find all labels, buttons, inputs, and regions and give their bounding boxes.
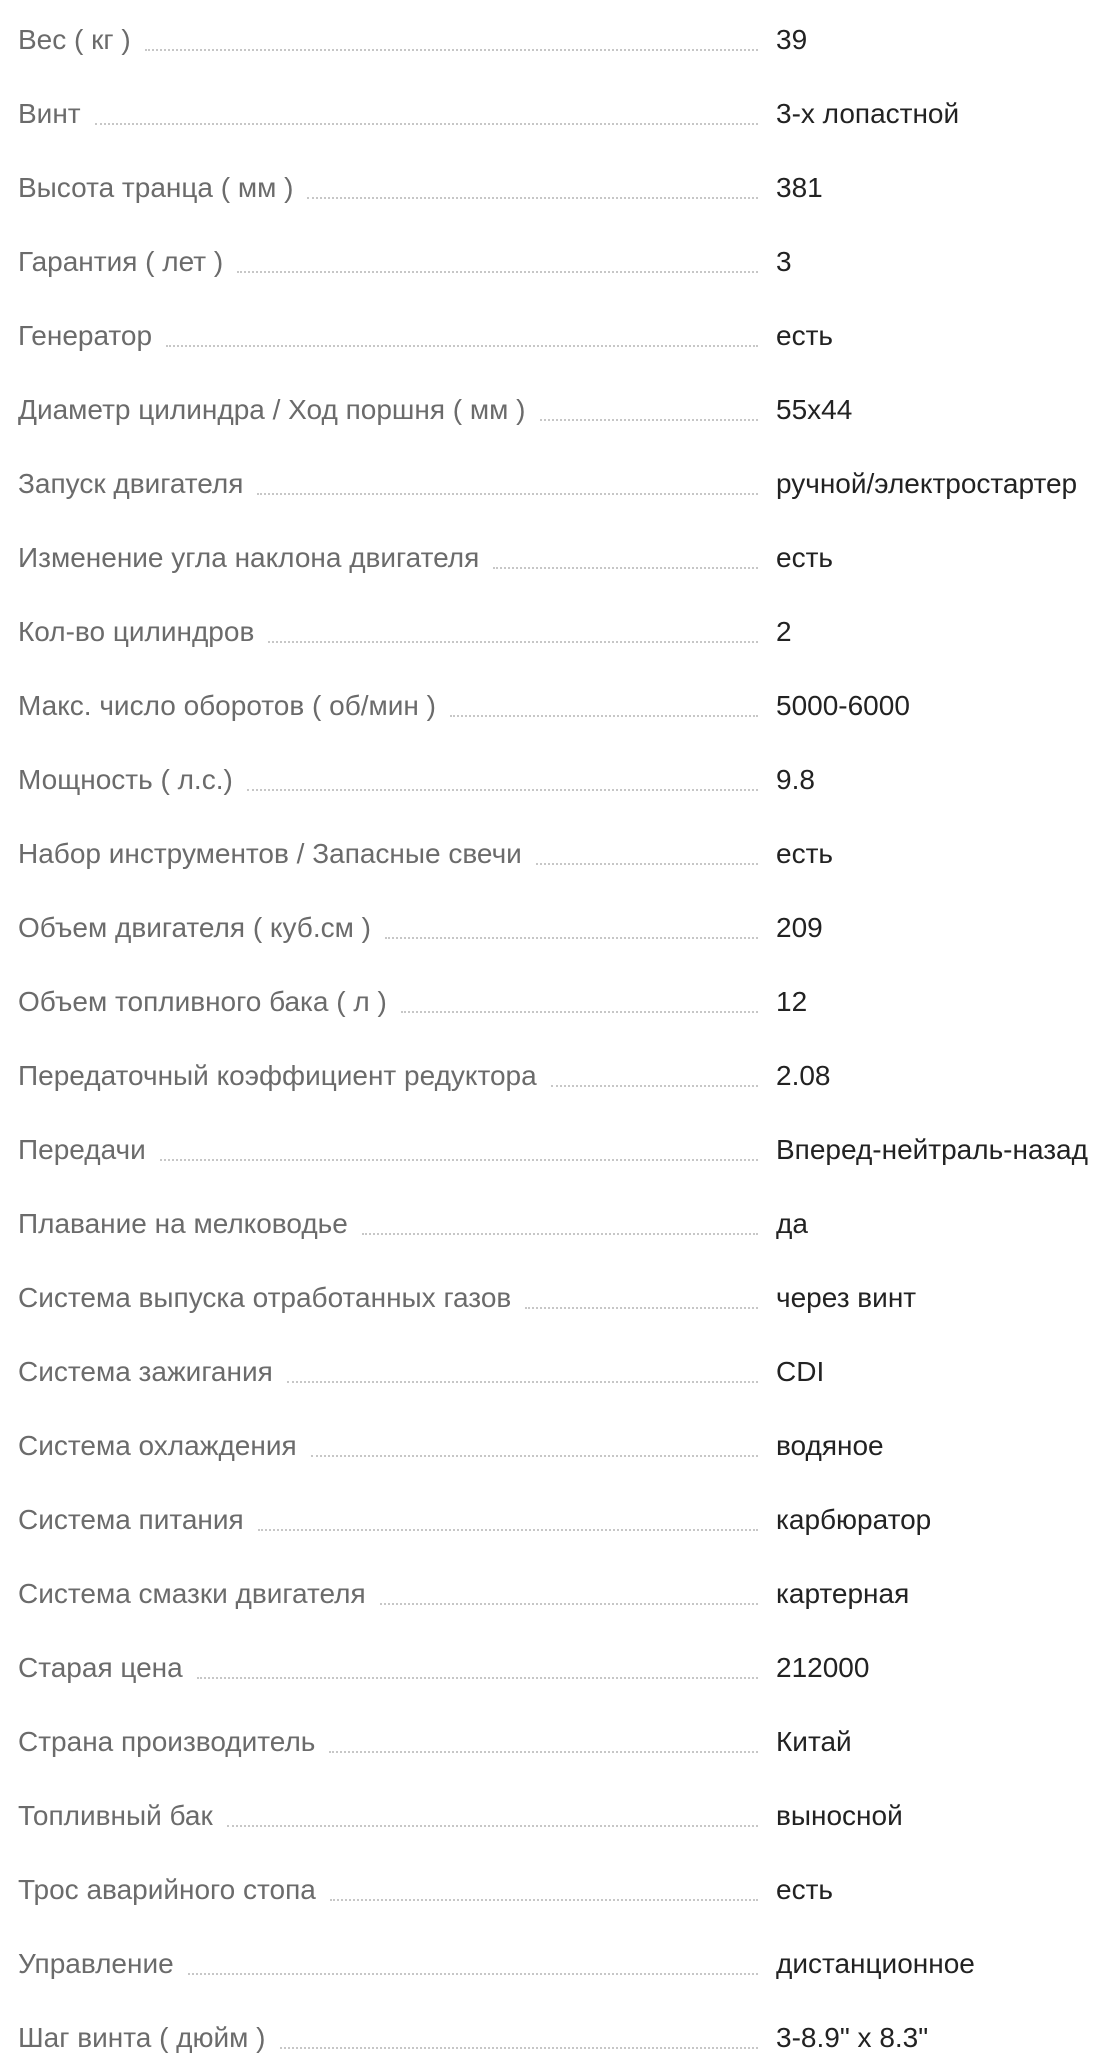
spec-label: Кол-во цилиндров <box>18 616 255 647</box>
spec-row <box>0 1423 1112 1463</box>
spec-row <box>0 1053 1112 1093</box>
dotted-leader <box>525 1307 758 1309</box>
dotted-leader <box>227 1825 758 1827</box>
dotted-leader <box>197 1677 758 1679</box>
dotted-leader <box>536 863 758 865</box>
spec-label: Шаг винта ( дюйм ) <box>18 2022 266 2053</box>
spec-label: Запуск двигателя <box>18 468 244 499</box>
spec-value: Китай <box>776 1726 852 1757</box>
spec-row <box>0 1349 1112 1389</box>
spec-row <box>0 313 1112 353</box>
dotted-leader <box>540 419 759 421</box>
dotted-leader <box>287 1381 758 1383</box>
spec-row <box>0 683 1112 723</box>
spec-row <box>0 165 1112 205</box>
spec-value: Вперед-нейтраль-назад <box>776 1134 1088 1165</box>
spec-label: Система охлаждения <box>18 1430 297 1461</box>
spec-row <box>0 239 1112 279</box>
spec-label: Мощность ( л.с.) <box>18 764 233 795</box>
spec-value: через винт <box>776 1282 917 1313</box>
dotted-leader <box>551 1085 758 1087</box>
spec-value: выносной <box>776 1800 903 1831</box>
dotted-leader <box>188 1973 758 1975</box>
dotted-leader <box>237 271 758 273</box>
spec-value: 209 <box>776 912 823 943</box>
spec-label: Топливный бак <box>18 1800 213 1831</box>
spec-row <box>0 905 1112 945</box>
spec-row <box>0 17 1112 57</box>
dotted-leader <box>307 197 758 199</box>
spec-label: Управление <box>18 1948 174 1979</box>
spec-value: 12 <box>776 986 808 1017</box>
spec-row <box>0 1793 1112 1833</box>
spec-row <box>0 535 1112 575</box>
spec-value: 3-х лопастной <box>776 98 960 129</box>
spec-label: Винт <box>18 98 81 129</box>
dotted-leader <box>311 1455 758 1457</box>
spec-label: Вес ( кг ) <box>18 24 131 55</box>
spec-label: Объем топливного бака ( л ) <box>18 986 387 1017</box>
dotted-leader <box>493 567 758 569</box>
spec-value: 2.08 <box>776 1060 831 1091</box>
dotted-leader <box>380 1603 758 1605</box>
dotted-leader <box>401 1011 758 1013</box>
spec-row <box>0 757 1112 797</box>
dotted-leader <box>95 123 758 125</box>
dotted-leader <box>280 2047 758 2049</box>
spec-label: Передаточный коэффициент редуктора <box>18 1060 537 1091</box>
dotted-leader <box>160 1159 758 1161</box>
spec-row <box>0 91 1112 131</box>
spec-label: Система зажигания <box>18 1356 273 1387</box>
spec-label: Объем двигателя ( куб.см ) <box>18 912 371 943</box>
spec-value: дистанционное <box>776 1948 975 1979</box>
spec-label: Гарантия ( лет ) <box>18 246 224 277</box>
spec-value: 9.8 <box>776 764 815 795</box>
dotted-leader <box>247 789 758 791</box>
spec-label: Диаметр цилиндра / Ход поршня ( мм ) <box>18 394 526 425</box>
spec-value: ручной/электростартер <box>776 468 1078 499</box>
spec-value: 55x44 <box>776 394 853 425</box>
dotted-leader <box>268 641 758 643</box>
spec-value: есть <box>776 542 833 573</box>
dotted-leader <box>362 1233 758 1235</box>
spec-label: Старая цена <box>18 1652 183 1683</box>
spec-value: 2 <box>776 616 792 647</box>
spec-value: картерная <box>776 1578 910 1609</box>
spec-value: есть <box>776 838 833 869</box>
dotted-leader <box>258 1529 758 1531</box>
spec-label: Страна производитель <box>18 1726 316 1757</box>
spec-label: Набор инструментов / Запасные свечи <box>18 838 522 869</box>
spec-row <box>0 387 1112 427</box>
spec-row <box>0 979 1112 1019</box>
spec-label: Макс. число оборотов ( об/мин ) <box>18 690 436 721</box>
spec-value: 3-8.9" x 8.3" <box>776 2022 929 2053</box>
spec-label: Трос аварийного стопа <box>18 1874 316 1905</box>
dotted-leader <box>330 1899 758 1901</box>
spec-label: Система смазки двигателя <box>18 1578 366 1609</box>
spec-row <box>0 461 1112 501</box>
spec-label: Генератор <box>18 320 153 351</box>
spec-label: Передачи <box>18 1134 146 1165</box>
spec-value: 39 <box>776 24 808 55</box>
spec-value: водяное <box>776 1430 884 1461</box>
spec-label: Высота транца ( мм ) <box>18 172 294 203</box>
spec-row <box>0 1201 1112 1241</box>
spec-row <box>0 1127 1112 1167</box>
spec-value: 212000 <box>776 1652 870 1683</box>
spec-value: 5000-6000 <box>776 690 910 721</box>
dotted-leader <box>385 937 758 939</box>
spec-value: карбюратор <box>776 1504 932 1535</box>
spec-row <box>0 1645 1112 1685</box>
spec-value: есть <box>776 320 833 351</box>
spec-row <box>0 2015 1112 2055</box>
dotted-leader <box>257 493 758 495</box>
dotted-leader <box>450 715 758 717</box>
spec-value: 3 <box>776 246 792 277</box>
spec-row <box>0 1867 1112 1907</box>
spec-value: да <box>776 1208 808 1239</box>
spec-row <box>0 1275 1112 1315</box>
spec-row <box>0 1497 1112 1537</box>
spec-label: Плавание на мелководье <box>18 1208 348 1239</box>
spec-row <box>0 1719 1112 1759</box>
dotted-leader <box>329 1751 758 1753</box>
spec-row <box>0 609 1112 649</box>
dotted-leader <box>145 49 758 51</box>
spec-row <box>0 1571 1112 1611</box>
spec-value: 381 <box>776 172 823 203</box>
spec-value: есть <box>776 1874 833 1905</box>
spec-value: CDI <box>776 1356 825 1387</box>
spec-label: Система выпуска отработанных газов <box>18 1282 512 1313</box>
spec-row <box>0 831 1112 871</box>
spec-label: Изменение угла наклона двигателя <box>18 542 480 573</box>
spec-row <box>0 1941 1112 1981</box>
dotted-leader <box>166 345 758 347</box>
spec-label: Система питания <box>18 1504 244 1535</box>
